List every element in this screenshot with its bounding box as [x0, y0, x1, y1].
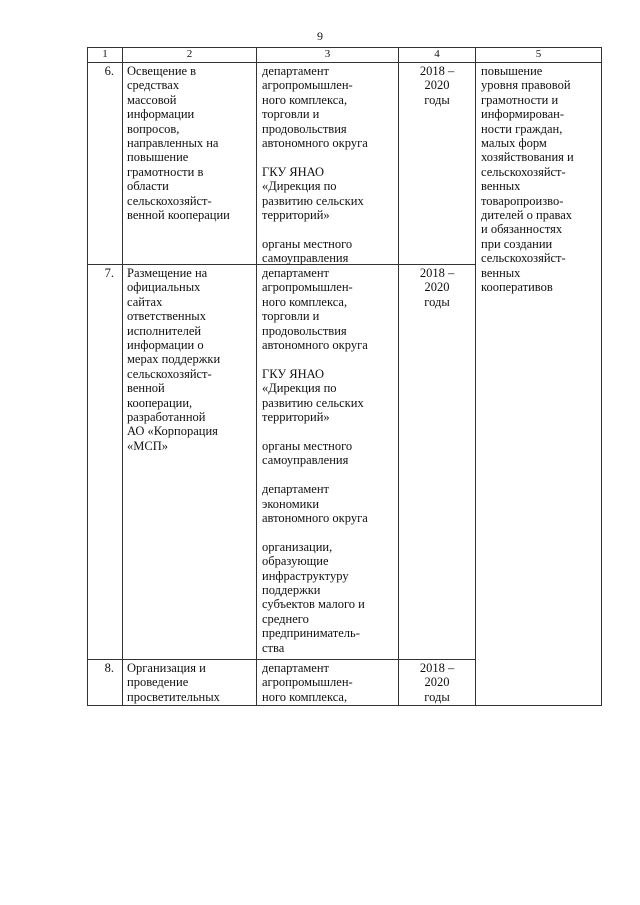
- grid-line: [87, 47, 88, 706]
- executors-text: департамент агропромышлен- ного комплекса, торговли и продовольствия автономного округа ГКУ ЯНАО «Дирекция по развитию сельских территорий» органы местного самоуправления департамент экономики автономного округа организации, образующие инфраструктуру поддержки субъектов малого и среднего предприниматель- ства: [262, 266, 368, 655]
- grid-line: [87, 705, 602, 706]
- row-number: 7.: [104, 266, 114, 280]
- page-number: 9: [317, 29, 323, 43]
- grid-line: [601, 47, 602, 706]
- grid-line: [256, 47, 257, 706]
- period-text: 2018 – 2020 годы: [419, 266, 455, 309]
- row-number: 8.: [104, 661, 114, 675]
- grid-line: [398, 47, 399, 706]
- grid-line: [475, 47, 476, 706]
- measure-text: Размещение на официальных сайтах ответственных исполнителей информации о мерах поддержки сельскохозяйст- венной кооперации, разработанной АО «Корпорация «МСП»: [127, 266, 221, 453]
- column-header: 3: [324, 48, 331, 60]
- column-header: 1: [102, 48, 108, 60]
- column-header: 5: [535, 48, 542, 60]
- column-header: 4: [434, 48, 440, 60]
- measure-text: Организация и проведение просветительных: [127, 661, 220, 704]
- grid-line: [87, 62, 602, 63]
- row-number: 6.: [104, 64, 114, 78]
- period-text: 2018 – 2020 годы: [419, 64, 455, 107]
- column-header: 2: [186, 48, 193, 60]
- measure-text: Освещение в средствах массовой информации вопросов, направленных на повышение грамотности в области сельскохозяйст- венной кооперации: [127, 64, 230, 223]
- period-text: 2018 – 2020 годы: [419, 661, 455, 704]
- grid-line: [122, 47, 123, 706]
- executors-text: департамент агропромышлен- ного комплекса, торговли и продовольствия автономного округа ГКУ ЯНАО «Дирекция по развитию сельских территорий» органы местного самоуправления: [262, 64, 368, 266]
- result-text: повышение уровня правовой грамотности и информирован- ности граждан, малых форм хозяйствования и сельскохозяйст- венных товаропроизво- дителей о правах и обязанностях при создании сельскохозяйст- венных кооперативов: [481, 64, 574, 295]
- grid-line: [87, 659, 475, 660]
- executors-text: департамент агропромышлен- ного комплекса,: [262, 661, 353, 704]
